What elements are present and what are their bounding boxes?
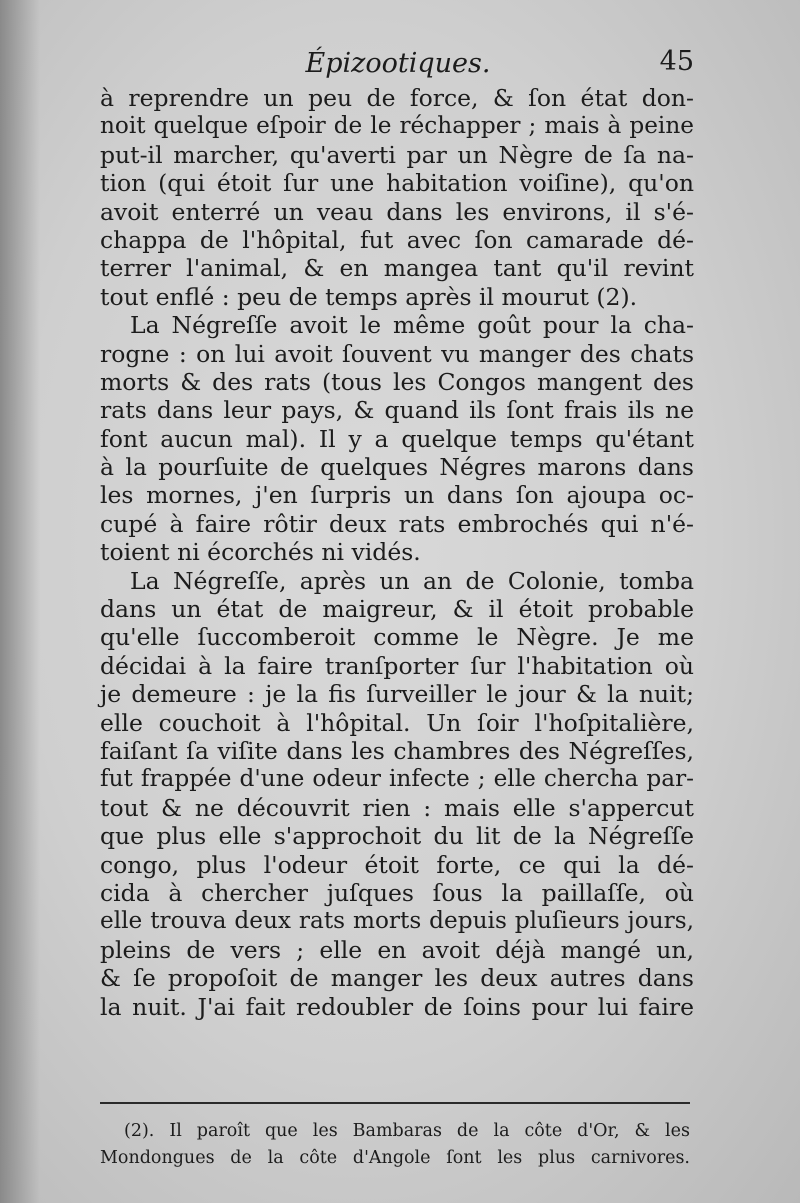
- body-line: font aucun mal). Il y a quelque temps qu'étant: [100, 424, 694, 453]
- body-line: fut frappée d'une odeur infecte ; elle chercha par-: [100, 765, 694, 793]
- body-line: la nuit. J'ai fait redoubler de ſoins pour lui faire: [100, 992, 694, 1021]
- body-line: congo, plus l'odeur étoit forte, ce qui la dé-: [100, 850, 694, 879]
- body-line: rogne : on lui avoit ſouvent vu manger des chats: [100, 339, 694, 368]
- body-line: tout enflé : peu de temps après il mourut (2).: [100, 282, 638, 311]
- body-line: avoit enterré un veau dans les environs, il s'é-: [100, 197, 694, 226]
- body-line: noit quelque eſpoir de le réchapper ; mais à peine: [100, 112, 694, 140]
- body-line: dans un état de maigreur, & il étoit probable: [100, 595, 694, 624]
- body-line: pleins de vers ; elle en avoit déjà mangé un,: [100, 935, 694, 964]
- body-line: put-il marcher, qu'averti par un Nègre de ſa na-: [100, 140, 694, 169]
- body-line: à reprendre un peu de force, & ſon état don-: [100, 84, 694, 112]
- body-line: que plus elle s'approchoit du lit de la Négreſſe: [100, 822, 694, 851]
- footnote: [100, 1118, 690, 1172]
- body-line: toient ni écorchés ni vidés.: [100, 538, 421, 567]
- body-line: tout & ne découvrit rien : mais elle s'appercut: [100, 793, 694, 822]
- running-head-title: Épizootiques.: [305, 48, 491, 79]
- body-line: à la pourſuite de quelques Négres marons dans: [100, 453, 694, 482]
- body-line: cupé à faire rôtir deux rats embrochés qui n'é-: [100, 509, 694, 538]
- body-text: [100, 84, 694, 1021]
- body-line: terrer l'animal, & en mangea tant qu'il revint: [100, 254, 694, 283]
- body-line: faiſant ſa viſite dans les chambres des Négreſſes,: [100, 736, 694, 765]
- running-head: [98, 44, 698, 84]
- body-line: rats dans leur pays, & quand ils ſont frais ils ne: [100, 396, 694, 425]
- body-line: morts & des rats (tous les Congos mangent des: [100, 367, 694, 396]
- body-line: La Négreſſe, après un an de Colonie, tomba: [130, 566, 694, 595]
- footnote-line: Mondongues de la côte d'Angole ſont les plus carnivores.: [100, 1148, 690, 1168]
- body-line: & ſe propoſoit de manger les deux autres dans: [100, 964, 694, 993]
- body-line: elle couchoit à l'hôpital. Un ſoir l'hoſpitalière,: [100, 708, 694, 737]
- body-line: cida à chercher juſques ſous la paillaſſe, où: [100, 878, 694, 907]
- body-line: je demeure : je la fis ſurveiller le jour & la nuit;: [100, 680, 694, 709]
- body-line: elle trouva deux rats morts depuis pluſieurs jours,: [100, 907, 694, 935]
- page-number: 45: [659, 46, 694, 77]
- body-line: tion (qui étoit ſur une habitation voiſine), qu'on: [100, 169, 694, 198]
- body-line: La Négreſſe avoit le même goût pour la cha-: [130, 311, 694, 340]
- page-spine-shadow: [0, 0, 40, 1203]
- footnote-line: (2). Il paroît que les Bambaras de la côte d'Or, & les: [124, 1121, 690, 1141]
- body-line: décidai à la faire tranſporter ſur l'habitation où: [100, 651, 694, 680]
- body-line: qu'elle ſuccomberoit comme le Nègre. Je me: [100, 623, 694, 652]
- footnote-rule: [100, 1102, 690, 1104]
- body-line: chappa de l'hôpital, fut avec ſon camarade dé-: [100, 225, 694, 254]
- body-line: les mornes, j'en ſurpris un dans ſon ajoupa oc-: [100, 481, 694, 510]
